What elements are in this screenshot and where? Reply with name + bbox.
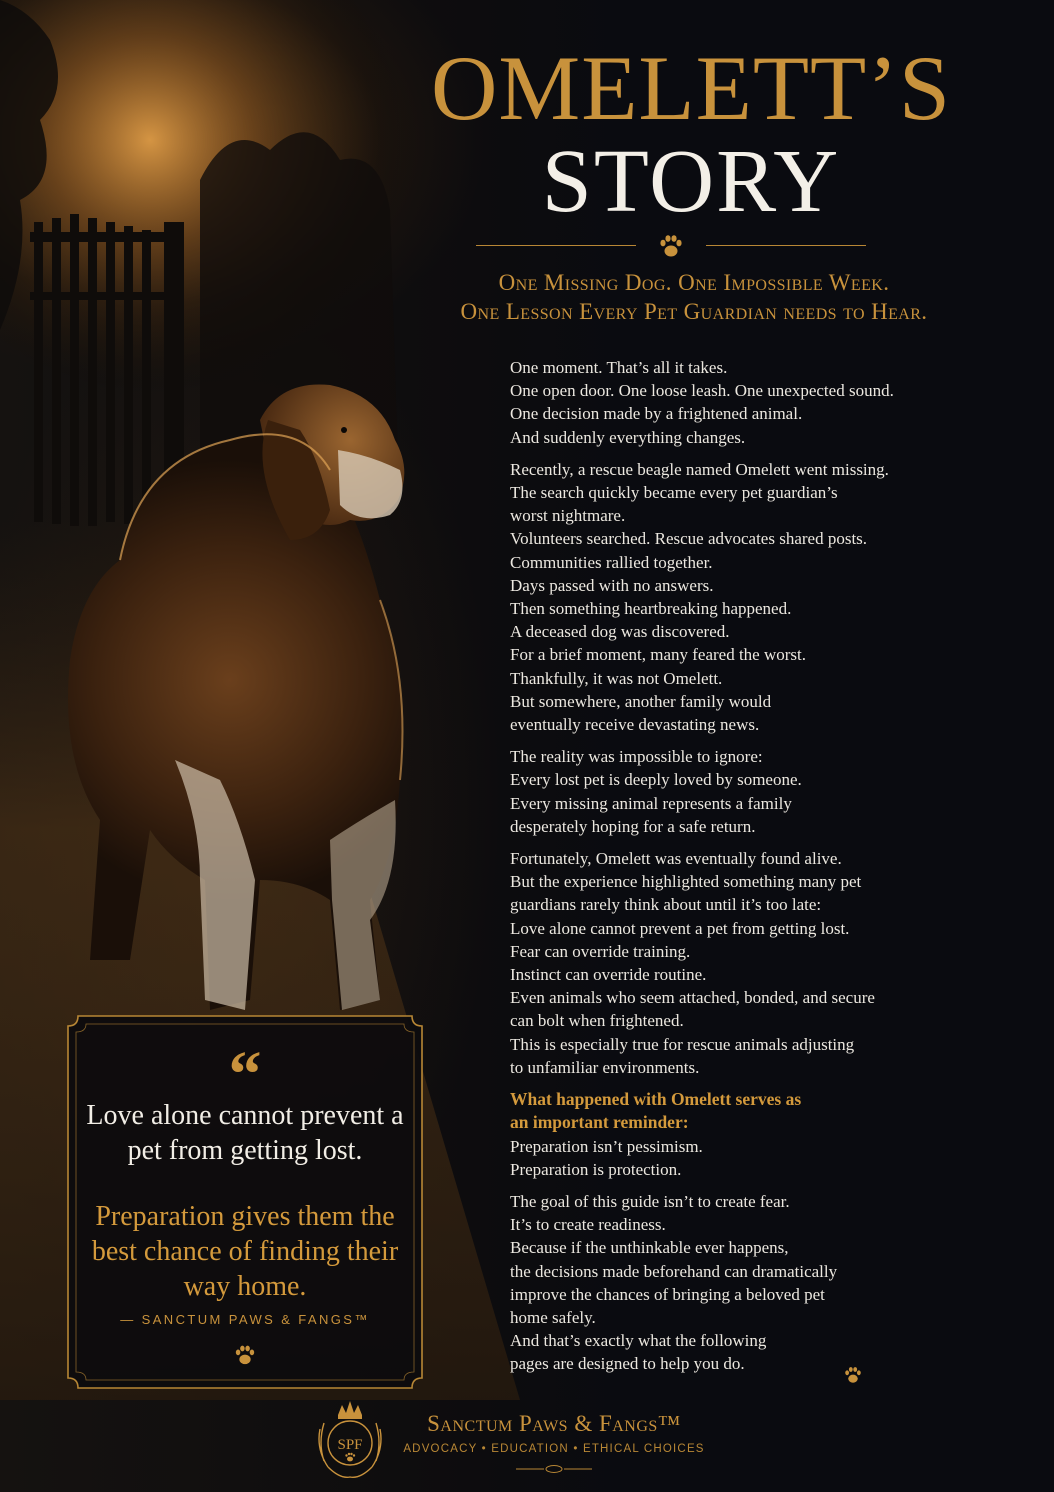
story-line: Then something heartbreaking happened. (510, 599, 792, 619)
story-line: For a brief moment, many feared the worst. (510, 645, 806, 665)
story-line: Volunteers searched. Rescue advocates shared posts. (510, 529, 868, 549)
story-line: Recently, a rescue beagle named Omelett went missing. (510, 459, 889, 479)
paw-icon (232, 1342, 258, 1368)
subtitle-line-1: One Missing Dog. One Impossible Week. (498, 270, 890, 295)
page-title-line-2: STORY (541, 132, 841, 231)
paw-icon (842, 1364, 864, 1386)
story-line: Fortunately, Omelett was eventually found alive. (510, 849, 842, 869)
quote-text: Love alone cannot prevent a pet from getting lost. (86, 1100, 404, 1166)
page-title-line-1: OMELETT’S (430, 37, 952, 139)
story-line: Communities rallied together. (510, 552, 713, 572)
story-line: And suddenly everything changes. (510, 427, 746, 447)
story-line: The search quickly became every pet guardian’s (510, 483, 838, 503)
story-line: And that’s exactly what the following (510, 1331, 767, 1351)
story-line: One moment. That’s all it takes. (510, 358, 728, 377)
story-line: to unfamiliar environments. (510, 1057, 700, 1077)
story-line: Preparation is protection. (510, 1159, 682, 1179)
page-subtitle (384, 268, 1004, 326)
story-line: The goal of this guide isn’t to create fear. (510, 1191, 790, 1211)
story-line: A deceased dog was discovered. (510, 622, 730, 642)
story-line: The reality was impossible to ignore: (510, 747, 763, 767)
quote-attribution: — SANCTUM PAWS & FANGS™ (120, 1312, 370, 1327)
title-divider (476, 232, 866, 260)
story-line: worst nightmare. (510, 506, 626, 526)
story-accent-line: What happened with Omelett serves as (510, 1089, 802, 1110)
story-line: guardians rarely think about until it’s too late: (510, 895, 822, 915)
story-line: can bolt when frightened. (510, 1011, 684, 1031)
story-line: Thankfully, it was not Omelett. (510, 668, 723, 688)
story-line: One open door. One loose leash. One unexpected sound. (510, 381, 894, 401)
divider-line-left (476, 245, 636, 246)
story-line: improve the chances of bringing a beloved pet (510, 1284, 825, 1304)
story-line: One decision made by a frightened animal. (510, 404, 803, 424)
story-line: Because if the unthinkable ever happens, (510, 1238, 789, 1258)
subtitle-line-2: One Lesson Every Pet Guardian needs to Hear. (460, 299, 928, 324)
quote-highlight: Preparation gives them the best chance of finding their way home. (91, 1201, 399, 1302)
brand-name: Sanctum Paws & Fangs™ (427, 1411, 681, 1436)
pull-quote-box (66, 1014, 424, 1390)
story-line: Preparation isn’t pessimism. (510, 1136, 703, 1156)
story-line: But somewhere, another family would (510, 691, 772, 711)
story-line: Days passed with no answers. (510, 575, 714, 595)
paw-icon (656, 232, 686, 260)
ornament-divider (516, 1464, 592, 1474)
divider-line-right (706, 245, 866, 246)
brand-crest-logo (306, 1393, 394, 1483)
story-paragraph-6 (510, 1190, 980, 1376)
story-line: This is especially true for rescue animals adjusting (510, 1034, 855, 1054)
story-line: Instinct can override routine. (510, 965, 707, 985)
story-line: Fear can override training. (510, 941, 691, 961)
story-paragraph-5 (510, 1088, 980, 1181)
story-line: Every missing animal represents a family (510, 793, 792, 813)
story-line: Even animals who seem attached, bonded, and secure (510, 988, 875, 1008)
story-line: eventually receive devastating news. (510, 715, 760, 735)
story-accent-line: an important reminder: (510, 1112, 689, 1133)
story-line: home safely. (510, 1307, 596, 1327)
story-paragraph-4 (510, 847, 980, 1079)
brand-tagline: ADVOCACY • EDUCATION • ETHICAL CHOICES (403, 1443, 705, 1455)
story-line: pages are designed to help you do. (510, 1354, 745, 1374)
story-line: But the experience highlighted something many pet (510, 872, 862, 892)
logo-monogram: SPF (337, 1437, 363, 1453)
story-line: the decisions made beforehand can dramatically (510, 1261, 838, 1281)
story-paragraph-1 (510, 356, 980, 449)
story-body (510, 356, 980, 1385)
story-line: desperately hoping for a safe return. (510, 816, 756, 836)
story-line: It’s to create readiness. (510, 1215, 666, 1235)
story-line: Every lost pet is deeply loved by someone. (510, 770, 802, 790)
story-paragraph-3 (510, 745, 980, 838)
story-paragraph-2 (510, 458, 980, 736)
story-line: Love alone cannot prevent a pet from getting lost. (510, 918, 850, 938)
quote-mark-icon: “ (228, 1038, 262, 1111)
